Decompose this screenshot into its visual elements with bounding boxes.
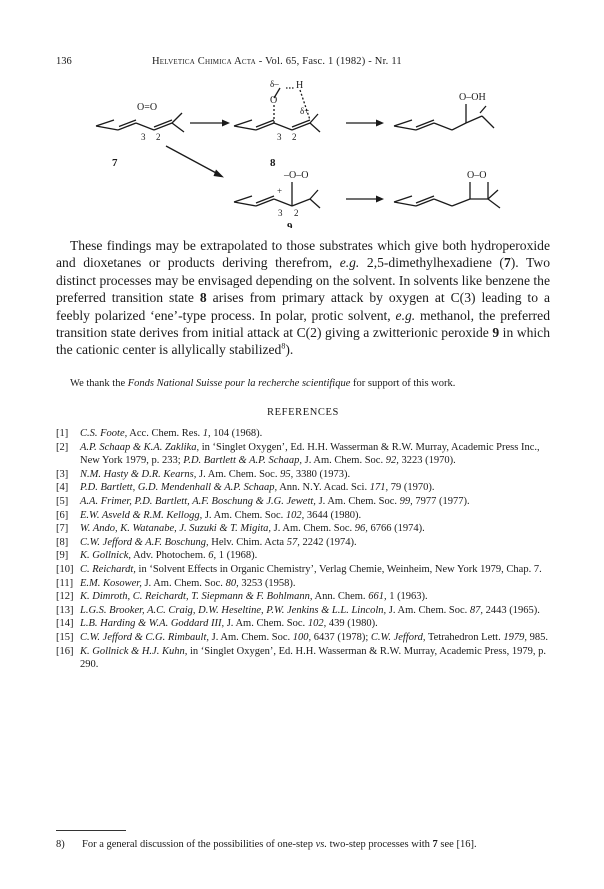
reference-text: Adv. Photochem.	[131, 550, 209, 562]
reference-item	[56, 481, 550, 495]
reference-emphasis: K. Gollnick,	[80, 550, 132, 562]
reference-text: Helv. Chim. Acta	[208, 536, 287, 548]
reference-number: [1]	[56, 428, 69, 439]
reference-text: 3223 (1970).	[398, 455, 456, 467]
reference-emphasis: 95,	[280, 468, 294, 480]
funding-agency: Fonds National Suisse pour la recherche scientifique	[127, 378, 351, 389]
reference-text: J. Am. Chem. Soc.	[196, 468, 281, 480]
reference-item	[56, 631, 550, 645]
arrowhead-to-8	[222, 120, 230, 127]
reference-emphasis: 102,	[285, 509, 305, 521]
reference-text: 439 (1980).	[326, 618, 378, 630]
reference-item	[56, 577, 550, 591]
compound-8-pos3: 3	[277, 132, 282, 142]
journal-title: Helvetica Chimica Acta	[152, 56, 256, 67]
reference-emphasis: K. Dimroth, C. Reichardt, T. Siepmann & F. Bohlmann,	[80, 591, 313, 603]
arrowhead-8-product	[376, 120, 384, 127]
reference-text: in ‘Singlet Oxygen’, Ed. H.H. Wasserman & R.W. Murray, Academic Press Inc., New York 1979, p. 233;	[80, 441, 540, 467]
reference-number: [7]	[56, 523, 69, 535]
reference-text: J. Am. Chem. Soc.	[202, 509, 286, 521]
compound-7-structure	[96, 113, 184, 132]
footnote-mark: 8)	[56, 839, 65, 850]
footnote-compound-ref: 7	[432, 839, 438, 850]
reference-emphasis: C. Reichardt,	[80, 563, 136, 575]
reference-emphasis: 99,	[399, 495, 413, 507]
reference-emphasis: C.S. Foote,	[80, 428, 128, 439]
reference-item	[56, 590, 550, 604]
discussion-paragraph: These findings may be extrapolated to those substrates which give both hydroperoxide and dioxetanes or products deriving therefrom, e.g. 2,5-dimethylhexadiene (7). Two distinct processes may be envisaged depending on the solvent. In solvents like benzene the preferred transition state 8 arises from primary attack by oxygen at C(3) leading to a feebly polarized ‘ene’-type process. In polar, protic solvent, e.g. methanol, the preferred transition state derives from initial attack at C(2) giving a zwitterionic peroxide 9 in which the cationic center is allylically stabilized$^8$).	[56, 238, 550, 358]
reference-emphasis: 1979,	[503, 631, 527, 643]
reference-number: [15]	[56, 631, 74, 643]
compound-ref-7: 7	[503, 255, 511, 271]
reference-emphasis: C.W. Jefford,	[370, 631, 426, 643]
reference-number: [3]	[56, 468, 69, 480]
compound-7-pos2: 2	[156, 132, 161, 142]
reference-number: [6]	[56, 509, 69, 521]
reference-number: [5]	[56, 495, 69, 507]
reference-emphasis: 96,	[354, 523, 368, 535]
reference-text: in ‘Singlet Oxygen’, Ed. H.H. Wasserman & R.W. Murray, Academic Press, 1979, p. 290.	[80, 645, 546, 671]
reference-number: [2]	[56, 441, 69, 453]
oxygen-label: O	[270, 95, 278, 106]
reference-emphasis: 6,	[208, 550, 217, 562]
acknowledgement: We thank the Fonds National Suisse pour la recherche scientifique for support of this work.	[70, 378, 456, 389]
reference-text: 3380 (1973).	[293, 468, 351, 480]
reference-item	[56, 536, 550, 550]
arrowhead-9-product	[376, 196, 384, 203]
dioxetane-label: O–O	[467, 170, 487, 181]
reference-text: J. Am. Chem. Soc.	[315, 495, 400, 507]
reference-emphasis: 57,	[286, 536, 300, 548]
reference-emphasis: P.D. Bartlett & A.P. Schaap,	[183, 455, 302, 467]
compound-7-pos3: 3	[141, 132, 146, 142]
reference-emphasis: W. Ando, K. Watanabe, J. Suzuki & T. Migita,	[80, 523, 272, 535]
reference-number: [8]	[56, 536, 69, 548]
reaction-scheme	[56, 78, 550, 228]
reference-emphasis: 171,	[369, 482, 389, 494]
reference-item	[56, 427, 550, 441]
reference-number: [4]	[56, 482, 69, 494]
footnote-rule	[56, 830, 126, 831]
arrow-to-9	[166, 146, 218, 174]
reference-emphasis: 100,	[292, 631, 312, 643]
reference-emphasis: P.D. Bartlett, G.D. Mendenhall & A.P. Schaap,	[80, 482, 278, 494]
reference-text: Ann. N.Y. Acad. Sci.	[277, 482, 370, 494]
reference-number: [14]	[56, 618, 74, 630]
reference-number: [12]	[56, 591, 74, 603]
cation-plus-label: +	[277, 186, 283, 196]
reference-emphasis: 80,	[225, 577, 239, 589]
reference-emphasis: 92,	[385, 455, 399, 467]
reference-item	[56, 549, 550, 563]
reference-text: 6437 (1978);	[311, 631, 371, 643]
reference-text: J. Am. Chem. Soc.	[271, 523, 355, 535]
reference-text: 3644 (1980).	[304, 509, 362, 521]
reference-emphasis: E.W. Asveld & R.M. Kellogg,	[80, 509, 203, 521]
reference-text: Acc. Chem. Res.	[127, 428, 203, 439]
footnote: 8) For a general discussion of the possibilities of one-step vs. two-step processes with 7 see [16].	[56, 839, 477, 850]
footnote-ref: 8	[281, 341, 286, 351]
references-heading: REFERENCES	[267, 407, 339, 418]
journal-line	[152, 56, 402, 67]
compound-8-label: 8	[270, 157, 276, 169]
hydrogen-label: H	[296, 80, 304, 91]
compound-ref-9: 9	[492, 325, 500, 341]
arrowhead-to-9	[214, 170, 225, 178]
reference-text: in ‘Solvent Effects in Organic Chemistry’, Verlag Chemie, Weinheim, New York 1979, Chap. 7.	[135, 563, 542, 575]
running-header	[56, 56, 550, 70]
compound-9-pos2: 2	[294, 208, 299, 218]
reference-text: J. Am. Chem. Soc.	[141, 577, 226, 589]
delta-minus-label: δ–	[270, 79, 279, 89]
reference-text: J. Am. Chem. Soc.	[386, 604, 470, 616]
reference-emphasis: 1,	[202, 428, 211, 439]
hydroperoxide-label: O–OH	[459, 92, 486, 103]
compound-ref-8: 8	[199, 290, 207, 306]
page-number: 136	[56, 56, 72, 67]
reference-item	[56, 509, 550, 523]
reference-emphasis: 87,	[469, 604, 484, 616]
reference-text: 2443 (1965).	[483, 604, 540, 616]
reference-number: [16]	[56, 645, 74, 657]
reference-item	[56, 617, 550, 631]
reference-emphasis: N.M. Hasty & D.R. Kearns,	[80, 468, 197, 480]
singlet-oxygen-label: O=O	[137, 102, 158, 113]
reference-number: [9]	[56, 550, 69, 562]
reaction-scheme-drawing	[56, 78, 550, 228]
reference-emphasis: C.W. Jefford & A.F. Boschung,	[80, 536, 209, 548]
reference-number: [13]	[56, 604, 74, 616]
reference-text: Tetrahedron Lett.	[425, 631, 504, 643]
reference-text: 3253 (1958).	[238, 577, 296, 589]
reference-item	[56, 604, 550, 618]
compound-8-pos2: 2	[292, 132, 297, 142]
reference-number: [11]	[56, 577, 74, 589]
delta-plus-label: δ+	[300, 106, 310, 116]
reference-text: J. Am. Chem. Soc.	[209, 631, 293, 643]
reference-item	[56, 441, 550, 468]
compound-7-label: 7	[112, 157, 118, 169]
reference-text: 104 (1968).	[210, 428, 263, 439]
reference-emphasis: L.B. Harding & W.A. Goddard III,	[80, 618, 225, 630]
reference-text: 7977 (1977).	[412, 495, 470, 507]
compound-9-label: 9	[287, 221, 293, 228]
peroxide-anion-label: –O–O	[284, 170, 309, 181]
reference-text: 985.	[526, 631, 548, 643]
hydroperoxide-structure	[394, 104, 494, 130]
reference-emphasis: C.W. Jefford & C.G. Rimbault,	[80, 631, 210, 643]
compound-9-pos3: 3	[278, 208, 283, 218]
reference-item	[56, 495, 550, 509]
reference-text: J. Am. Chem. Soc.	[301, 455, 386, 467]
dioxetane-structure	[394, 182, 500, 208]
reference-text: 79 (1970).	[388, 482, 435, 494]
reference-text: 2242 (1974).	[299, 536, 357, 548]
reference-emphasis: A.P. Schaap & K.A. Zaklika,	[80, 441, 200, 453]
reference-emphasis: E.M. Kosower,	[80, 577, 142, 589]
reference-item	[56, 522, 550, 536]
reference-item	[56, 645, 550, 672]
reference-text: 1 (1963).	[386, 591, 428, 603]
journal-details: - Vol. 65, Fasc. 1 (1982) - Nr. 11	[255, 56, 402, 67]
reference-item	[56, 563, 550, 577]
reference-emphasis: K. Gollnick & H.J. Kuhn,	[80, 645, 188, 657]
reference-number: [10]	[56, 563, 74, 575]
reference-text: 6766 (1974).	[367, 523, 425, 535]
reference-item	[56, 468, 550, 482]
reference-emphasis: L.G.S. Brooker, A.C. Craig, D.W. Heseltine, P.W. Jenkins & L.L. Lincoln,	[80, 604, 387, 616]
reference-text: J. Am. Chem. Soc.	[224, 618, 308, 630]
reference-text: Ann. Chem.	[312, 591, 369, 603]
reference-emphasis: 661,	[368, 591, 387, 603]
reference-emphasis: A.A. Frimer, P.D. Bartlett, A.F. Boschung & J.G. Jewett,	[80, 495, 316, 507]
reference-list	[56, 427, 550, 672]
reference-text: 1 (1968).	[216, 550, 258, 562]
reference-emphasis: 102,	[307, 618, 327, 630]
